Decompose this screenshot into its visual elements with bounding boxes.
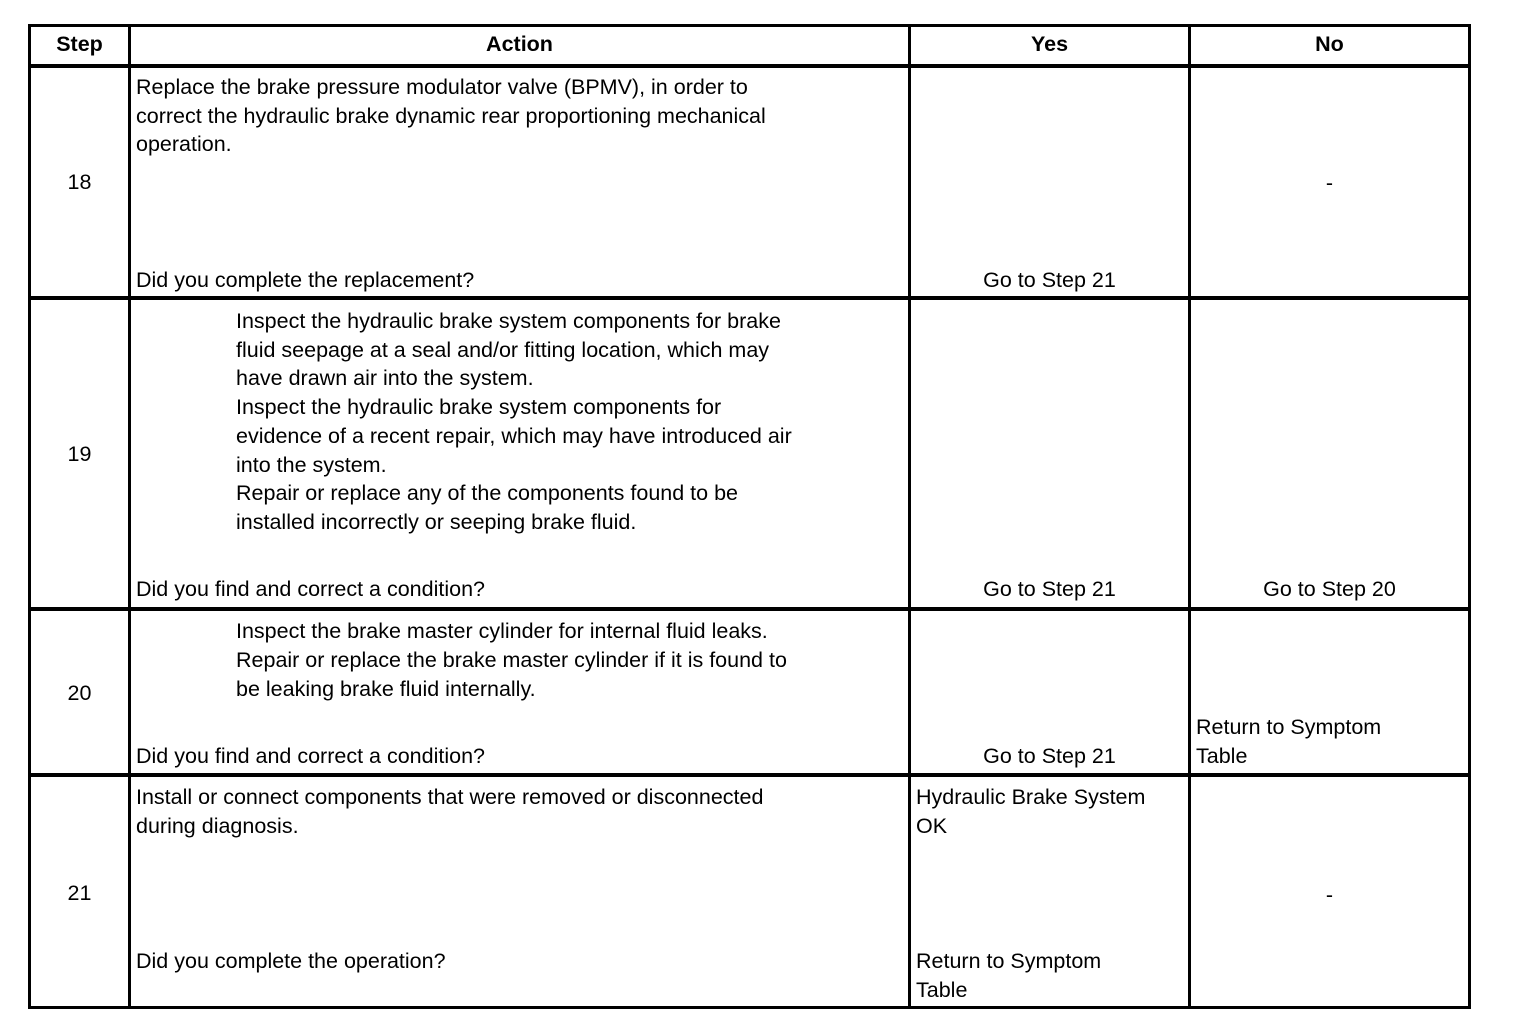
action-text: Inspect the brake master cylinder for internal fluid leaks. (236, 619, 768, 643)
yes-result: Table (916, 978, 968, 1002)
header-step: Step (56, 32, 103, 56)
step-number: 18 (67, 170, 92, 194)
action-text: installed incorrectly or seeping brake fluid. (236, 510, 637, 534)
question-text: Did you find and correct a condition? (136, 744, 485, 768)
action-text: Inspect the hydraulic brake system components for brake (236, 309, 781, 333)
yes-result: Hydraulic Brake System (916, 785, 1146, 809)
action-text: be leaking brake fluid internally. (236, 677, 536, 701)
step-number: 20 (67, 681, 92, 705)
table-border (28, 24, 1471, 27)
action-text: operation. (136, 132, 232, 156)
table-border (28, 296, 1471, 300)
yes-result: Go to Step 21 (983, 577, 1116, 601)
no-result: Table (1196, 744, 1248, 768)
action-text: Repair or replace any of the components found to be (236, 481, 738, 505)
yes-result: Go to Step 21 (983, 744, 1116, 768)
header-no: No (1315, 32, 1344, 56)
action-text: have drawn air into the system. (236, 366, 534, 390)
table-border (28, 773, 1471, 777)
table-border (908, 24, 911, 1009)
action-text: Repair or replace the brake master cylinder if it is found to (236, 648, 787, 672)
no-result: - (1325, 171, 1334, 195)
action-text: fluid seepage at a seal and/or fitting location, which may (236, 338, 770, 362)
header-action: Action (486, 32, 553, 56)
step-number: 21 (67, 881, 92, 905)
question-text: Did you complete the replacement? (136, 268, 475, 292)
action-text: Install or connect components that were removed or disconnected (136, 785, 764, 809)
action-text: correct the hydraulic brake dynamic rear proportioning mechanical (136, 104, 766, 128)
table-border (1468, 24, 1471, 1009)
question-text: Did you find and correct a condition? (136, 577, 485, 601)
step-number: 19 (67, 442, 92, 466)
action-text: Inspect the hydraulic brake system components for (236, 395, 722, 419)
action-text: during diagnosis. (136, 814, 299, 838)
yes-result: Go to Step 21 (983, 268, 1116, 292)
question-text: Did you complete the operation? (136, 949, 446, 973)
yes-result: Return to Symptom (916, 949, 1102, 973)
yes-result: OK (916, 814, 948, 838)
action-text: Replace the brake pressure modulator valve (BPMV), in order to (136, 75, 748, 99)
no-result: - (1325, 883, 1334, 907)
no-result: Go to Step 20 (1263, 577, 1396, 601)
action-text: evidence of a recent repair, which may have introduced air (236, 424, 792, 448)
action-text: into the system. (236, 453, 387, 477)
table-border (128, 24, 131, 1009)
no-result: Return to Symptom (1196, 715, 1382, 739)
header-yes: Yes (1030, 32, 1069, 56)
table-border (28, 607, 1471, 611)
table-border (28, 1006, 1471, 1009)
table-border (28, 64, 1471, 68)
